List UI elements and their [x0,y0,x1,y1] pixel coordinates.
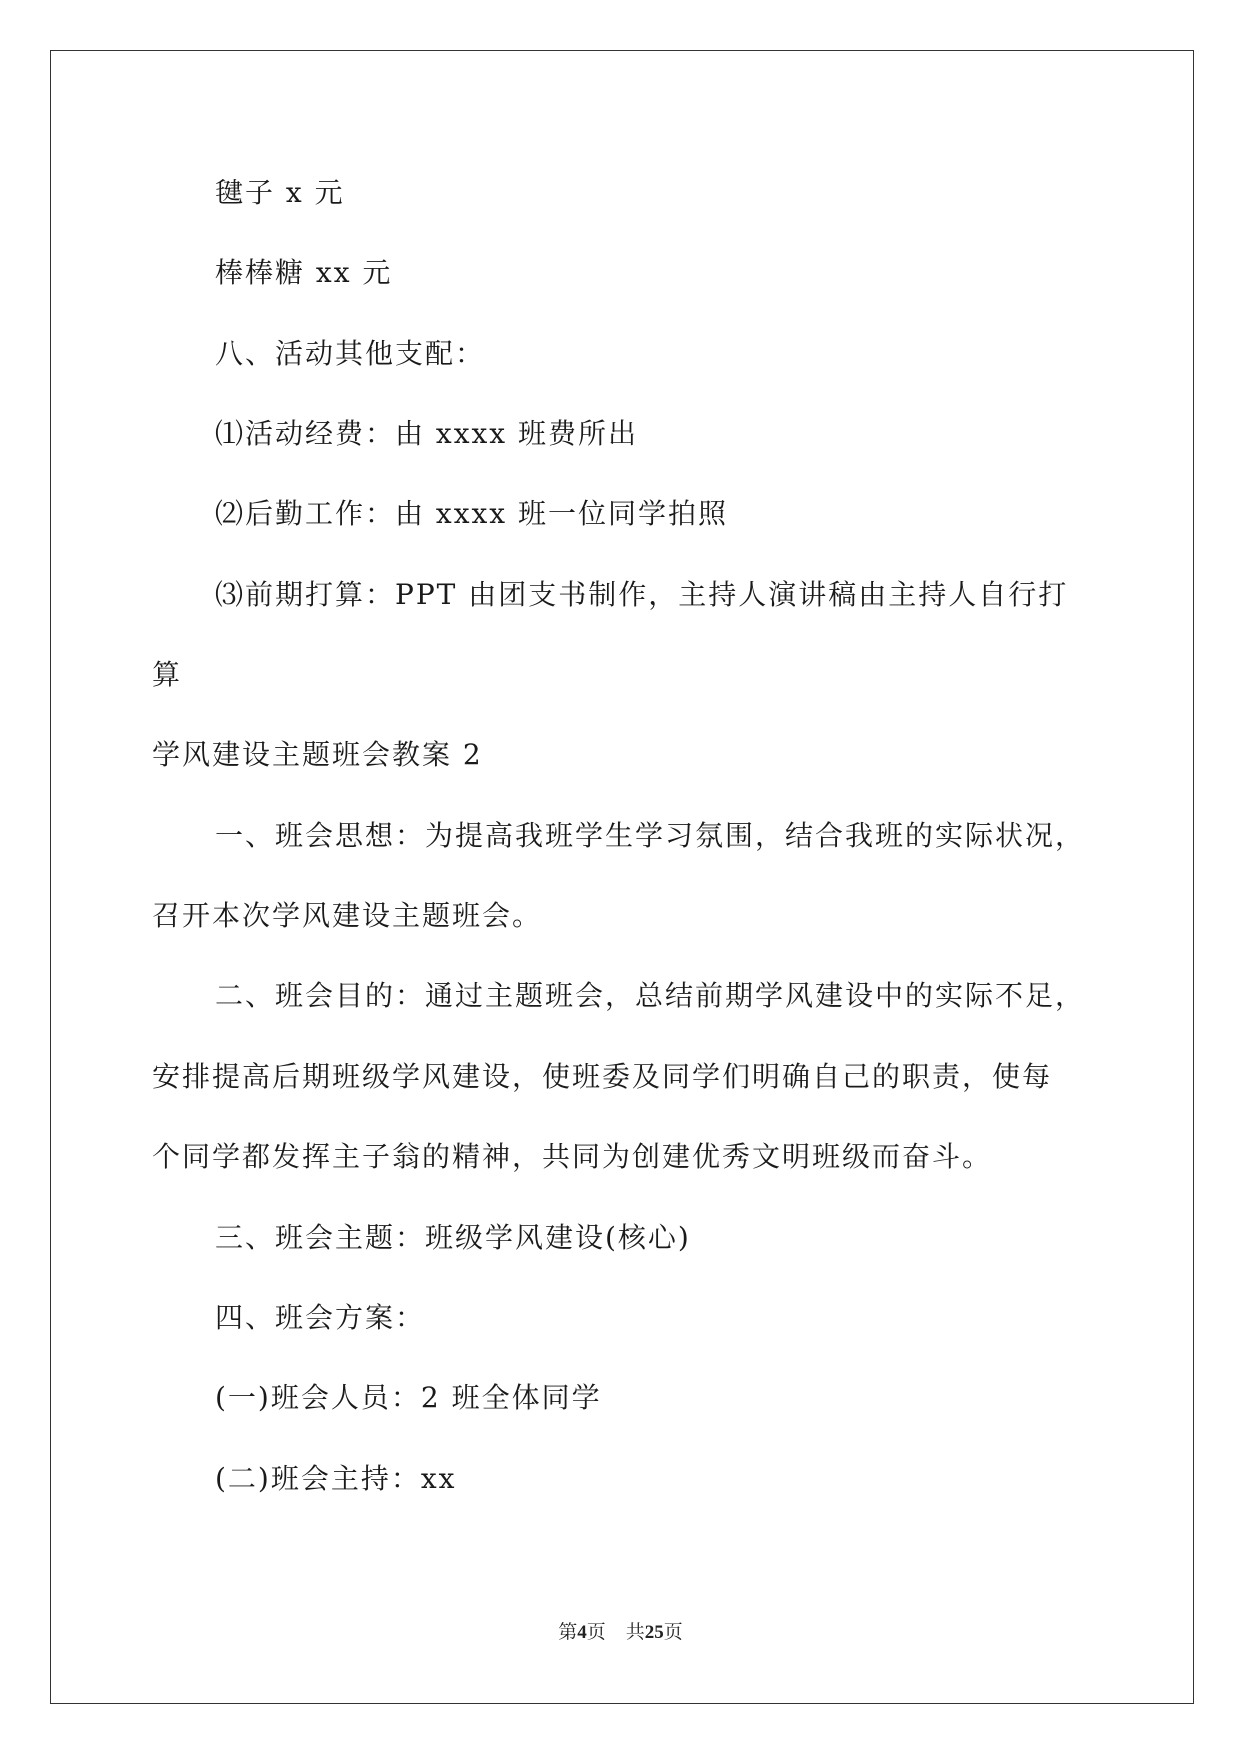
page-number: 4 [577,1622,587,1643]
text-line: 二、班会目的：通过主题班会，总结前期学风建设中的实际不足， [215,979,1086,1012]
text-line: 一、班会思想：为提高我班学生学习氛围，结合我班的实际状况， [215,819,1086,852]
text-line: ⑴活动经费：由 xxxx 班费所出 [215,417,638,450]
text-line: ⑶前期打算：PPT 由团支书制作，主持人演讲稿由主持人自行打 [215,578,1069,611]
text-line: 召开本次学风建设主题班会。 [152,899,543,932]
page-footer [0,1621,1241,1645]
text-line: 安排提高后期班级学风建设，使班委及同学们明确自己的职责，使每 [152,1060,1053,1093]
text-line: (一)班会人员：2 班全体同学 [215,1381,602,1414]
text-line: 棒棒糖 xx 元 [215,256,393,289]
text-line: ⑵后勤工作：由 xxxx 班一位同学拍照 [215,497,728,530]
text-line: 四、班会方案： [215,1301,426,1334]
text-line: 算 [152,658,183,691]
total-pages: 25 [644,1622,664,1643]
page-prefix: 第 [558,1622,578,1643]
page-suffix: 页 [586,1622,606,1643]
total-prefix: 共 [625,1622,645,1643]
text-line: 个同学都发挥主子翁的精神，共同为创建优秀文明班级而奋斗。 [152,1140,993,1173]
text-line: (二)班会主持：xx [215,1462,457,1495]
page-border [50,50,1194,1704]
text-line: 三、班会主题：班级学风建设(核心) [215,1221,691,1254]
text-line: 八、活动其他支配： [215,337,486,370]
section-heading: 学风建设主题班会教案 2 [152,738,483,771]
text-line: 毽子 x 元 [215,176,345,209]
total-suffix: 页 [663,1622,683,1643]
